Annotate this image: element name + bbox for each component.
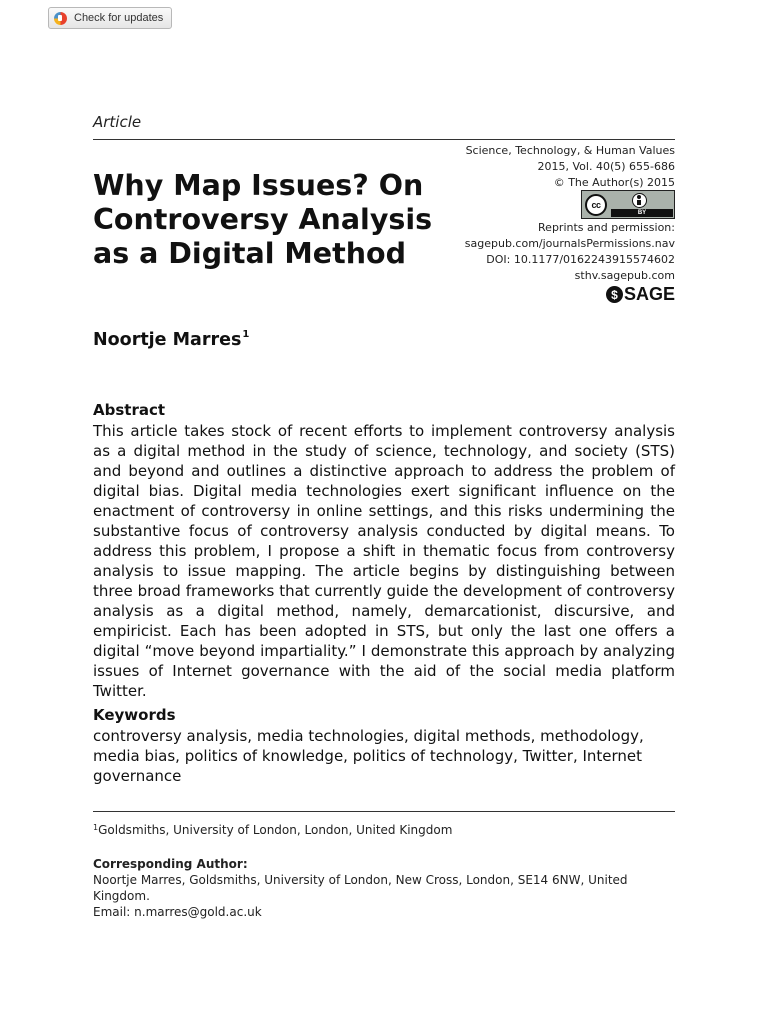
crossmark-icon bbox=[54, 12, 67, 25]
article-title: Why Map Issues? On Controversy Analysis as a Digital Method bbox=[93, 169, 433, 270]
keywords-heading: Keywords bbox=[93, 706, 176, 724]
journal-name: Science, Technology, & Human Values bbox=[465, 144, 675, 157]
sage-logo bbox=[606, 284, 675, 305]
corresponding-author bbox=[93, 856, 678, 920]
doi-link[interactable]: DOI: 10.1177/0162243915574602 bbox=[486, 253, 675, 266]
corresponding-author-email[interactable]: Email: n.marres@gold.ac.uk bbox=[93, 905, 262, 919]
sage-s-icon: $ bbox=[606, 286, 623, 303]
footnote-mark: 1 bbox=[93, 823, 99, 832]
article-type-label: Article bbox=[93, 113, 142, 131]
check-for-updates-label: Check for updates bbox=[74, 12, 164, 24]
header-divider bbox=[93, 139, 675, 140]
journal-copyright: © The Author(s) 2015 bbox=[553, 176, 675, 189]
attribution-person-icon bbox=[632, 193, 647, 208]
journal-site-link[interactable]: sthv.sagepub.com bbox=[574, 269, 675, 282]
by-label: BY bbox=[611, 209, 673, 217]
abstract-heading: Abstract bbox=[93, 401, 166, 419]
corresponding-author-address: Noortje Marres, Goldsmiths, University of London, New Cross, London, SE14 6NW, United Kingdom. bbox=[93, 873, 628, 903]
cc-by-license-icon[interactable] bbox=[581, 190, 675, 219]
author-name bbox=[93, 329, 249, 350]
permissions-info bbox=[465, 220, 675, 284]
footnote-text: Goldsmiths, University of London, London, United Kingdom bbox=[98, 823, 453, 837]
cc-icon: cc bbox=[585, 194, 607, 216]
affiliation-mark: 1 bbox=[242, 329, 250, 340]
permissions-url[interactable]: sagepub.com/journalsPermissions.nav bbox=[464, 237, 675, 250]
author-name-text: Noortje Marres bbox=[93, 330, 242, 350]
check-for-updates-button[interactable] bbox=[48, 7, 172, 29]
journal-info bbox=[466, 143, 675, 191]
affiliation-footnote bbox=[93, 823, 452, 837]
corresponding-author-heading: Corresponding Author: bbox=[93, 857, 248, 871]
abstract-text: This article takes stock of recent efforts to implement controversy analysis as a digital method in the study of science, technology, and society (STS) and beyond and outlines a distinctive approach to address the problem of digital bias. Digital media technologies exert significant influence on the enactment of controversy in online settings, and this risks undermining the substantive focus of controversy analysis conducted by digital means. To address this problem, I propose a shift in thematic focus from controversy analysis to issue mapping. The article begins by distinguishing between three broad frameworks that currently guide the development of controversy analysis as a digital method, namely, demarcationist, discursive, and empiricist. Each has been adopted in STS, but only the last one offers a digital “move beyond impartiality.” I demonstrate this approach by analyzing issues of Internet governance with the aid of the social media platform Twitter. bbox=[93, 422, 675, 700]
sage-name: SAGE bbox=[623, 284, 675, 304]
journal-volume: 2015, Vol. 40(5) 655-686 bbox=[537, 160, 675, 173]
permissions-label: Reprints and permission: bbox=[538, 221, 675, 234]
footnote-divider bbox=[93, 811, 675, 812]
keywords-text: controversy analysis, media technologies, digital methods, methodology, media bias, politics of knowledge, politics of technology, Twitter, Internet governance bbox=[93, 727, 644, 785]
